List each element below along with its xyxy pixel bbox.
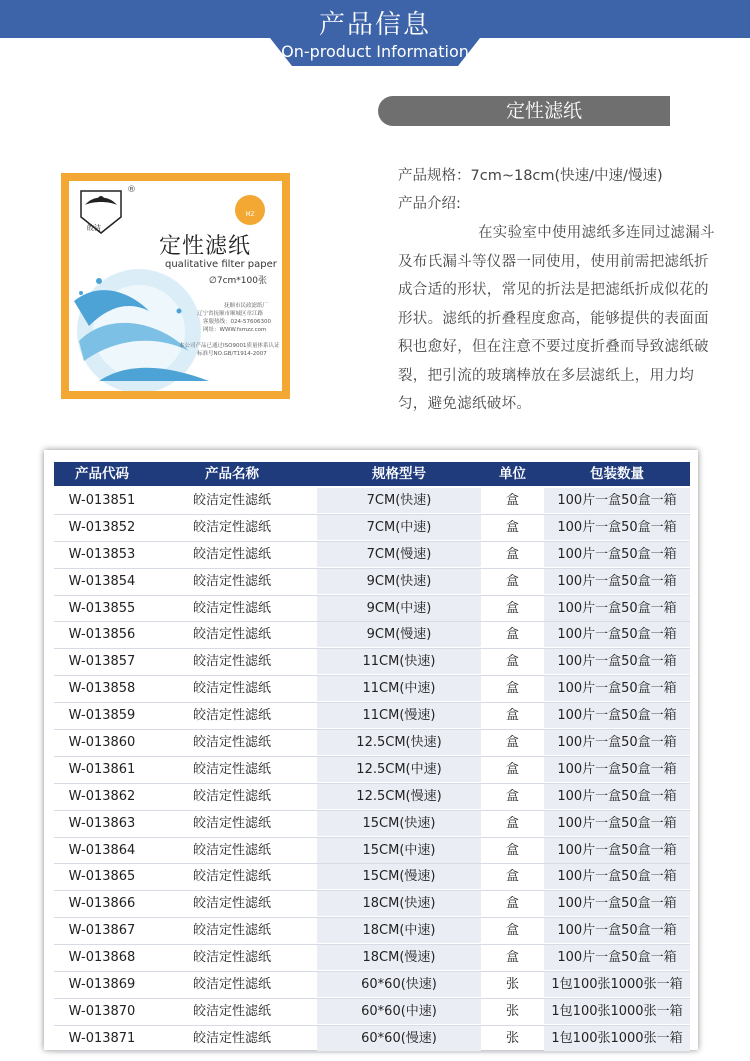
cell-pack: 100片一盒50盒一箱 [557,842,677,858]
cell-pack: 100片一盒50盒一箱 [557,681,677,697]
cell-name: 皎洁定性滤纸 [192,896,271,912]
table-row [54,649,690,676]
cell-unit: 盒 [505,546,519,562]
cert-line: 标准号NO.GB/T1914-2007 [197,351,267,357]
spec-line: 产品规格：7cm~18cm(快速/中速/慢速) [398,168,663,184]
cell-code: W-013870 [68,1003,136,1019]
cell-name: 皎洁定性滤纸 [192,654,271,670]
cell-spec: 9CM(慢速) [366,627,432,643]
cell-name: 皎洁定性滤纸 [192,788,271,804]
cell-name: 皎洁定性滤纸 [192,681,271,697]
brand-logo-icon [79,187,123,235]
cell-spec: 12.5CM(慢速) [356,788,442,804]
cell-code: W-013855 [68,600,136,616]
header-spec: 规格型号 [372,466,426,482]
table-row [54,838,690,865]
cell-unit: 盒 [505,788,519,804]
cell-pack: 100片一盒50盒一箱 [557,600,677,616]
header-name: 产品名称 [205,466,259,482]
table-row [54,864,690,891]
cell-pack: 100片一盒50盒一箱 [557,788,677,804]
cell-pack: 100片一盒50盒一箱 [557,896,677,912]
table-row [54,757,690,784]
cell-pack: 100片一盒50盒一箱 [557,546,677,562]
cell-pack: 1包100张1000张一箱 [551,977,683,993]
cell-code: W-013858 [68,681,136,697]
table-row [54,891,690,918]
table-row [54,622,690,649]
header-code: 产品代码 [75,466,129,482]
cell-pack: 1包100张1000张一箱 [551,1003,683,1019]
table-row [54,811,690,838]
cell-name: 皎洁定性滤纸 [192,519,271,535]
cell-code: W-013865 [68,869,136,885]
cell-unit: 盒 [505,654,519,670]
cell-unit: 盒 [505,573,519,589]
cell-spec: 60*60(中速) [361,1003,437,1019]
cell-unit: 盒 [505,519,519,535]
cell-unit: 盒 [505,761,519,777]
cell-pack: 100片一盒50盒一箱 [557,815,677,831]
cell-spec: 18CM(快速) [362,896,436,912]
cell-spec: 7CM(慢速) [366,546,432,562]
cell-spec: 9CM(中速) [366,600,432,616]
cell-name: 皎洁定性滤纸 [192,627,271,643]
header-banner [0,0,750,72]
cell-code: W-013859 [68,708,136,724]
table-row [54,703,690,730]
cell-spec: 11CM(中速) [362,681,436,697]
cell-pack: 100片一盒50盒一箱 [557,627,677,643]
box-spec: ∅7cm*100张 [209,276,267,286]
cell-pack: 100片一盒50盒一箱 [557,950,677,966]
cell-name: 皎洁定性滤纸 [192,708,271,724]
cell-spec: 15CM(快速) [362,815,436,831]
cell-code: W-013871 [68,1030,136,1046]
table-row [54,918,690,945]
cell-unit: 盒 [505,950,519,966]
cell-unit: 张 [505,1003,519,1019]
cell-code: W-013863 [68,815,136,831]
maker-line: 辽宁省抚顺市顺城区章江路 [197,311,264,317]
mz-badge [235,195,265,225]
cell-spec: 18CM(中速) [362,923,436,939]
cell-unit: 张 [505,1030,519,1046]
cell-name: 皎洁定性滤纸 [192,869,271,885]
cell-unit: 盒 [505,493,519,508]
cell-unit: 盒 [505,869,519,885]
cell-unit: 盒 [505,923,519,939]
product-name-pill [378,96,670,126]
cell-code: W-013854 [68,573,136,589]
cell-spec: 11CM(快速) [362,654,436,670]
header-pack: 包装数量 [590,466,644,482]
cell-spec: 11CM(慢速) [362,708,436,724]
cell-pack: 1包100张1000张一箱 [551,1030,683,1046]
table-row [54,542,690,569]
table-row [54,676,690,703]
cell-code: W-013866 [68,896,136,912]
cell-code: W-013861 [68,761,136,777]
box-english-title: qualitative filter paper [165,259,277,270]
cell-unit: 盒 [505,681,519,697]
cell-code: W-013869 [68,977,136,993]
table-row [54,1026,690,1053]
cell-spec: 12.5CM(快速) [356,735,442,751]
cell-code: W-013867 [68,923,136,939]
badge-text: MZ [245,211,255,218]
description: 在实验室中使用滤纸多连同过滤漏斗及布氏漏斗等仪器一同使用，使用前需把滤纸折成合适的形状，常见的折法是把滤纸折成似花的形状。滤纸的折叠程度愈高，能够提供的表面面积也愈好，但在注意不要过度折叠而导致滤纸破裂，把引流的玻璃棒放在多层滤纸上，用力均匀，避免滤纸破坏。 [398,225,715,412]
table-row [54,569,690,596]
maker-line: 抚顺市民政滤纸厂 [224,303,269,309]
cell-spec: 12.5CM(中速) [356,761,442,777]
cell-spec: 18CM(慢速) [362,950,436,966]
cell-name: 皎洁定性滤纸 [192,815,271,831]
cell-name: 皎洁定性滤纸 [192,1030,271,1046]
banner-subtitle: On-product Information [281,42,469,61]
cell-pack: 100片一盒50盒一箱 [557,654,677,670]
cell-code: W-013851 [68,493,136,508]
cell-unit: 盒 [505,842,519,858]
cell-name: 皎洁定性滤纸 [192,493,271,508]
cert-line: 本公司产品已通过ISO9001质量体系认证 [179,343,280,349]
intro-label: 产品介绍: [398,196,461,212]
table-row [54,488,690,515]
cell-code: W-013853 [68,546,136,562]
cell-spec: 15CM(慢速) [362,869,436,885]
cell-pack: 100片一盒50盒一箱 [557,573,677,589]
cell-code: W-013868 [68,950,136,966]
cell-spec: 60*60(快速) [361,977,437,993]
cell-pack: 100片一盒50盒一箱 [557,708,677,724]
cell-pack: 100片一盒50盒一箱 [557,519,677,535]
maker-line: 客服热线：024-57606300 [203,319,271,325]
product-box-face [69,181,282,391]
cell-name: 皎洁定性滤纸 [192,923,271,939]
cell-pack: 100片一盒50盒一箱 [557,761,677,777]
cell-unit: 盒 [505,600,519,616]
cell-unit: 张 [505,977,519,993]
table-row [54,784,690,811]
cell-name: 皎洁定性滤纸 [192,600,271,616]
table-row [54,945,690,972]
cell-unit: 盒 [505,896,519,912]
cell-name: 皎洁定性滤纸 [192,842,271,858]
cell-code: W-013864 [68,842,136,858]
table-header [54,462,690,486]
row-divider [54,1052,690,1053]
cell-code: W-013852 [68,519,136,535]
product-table [44,450,698,1050]
brand-name: 皎洁 [87,224,101,232]
cell-spec: 60*60(慢速) [361,1030,437,1046]
maker-line: 网址：WWW.fsmzz.com [203,327,267,333]
table-row [54,730,690,757]
cell-pack: 100片一盒50盒一箱 [557,869,677,885]
cell-unit: 盒 [505,627,519,643]
cell-name: 皎洁定性滤纸 [192,546,271,562]
table-row [54,972,690,999]
table-row [54,515,690,542]
banner-title: 产品信息 [318,10,431,40]
cell-unit: 盒 [505,815,519,831]
cell-code: W-013862 [68,788,136,804]
cell-spec: 7CM(快速) [366,493,432,508]
cell-pack: 100片一盒50盒一箱 [557,923,677,939]
cell-code: W-013856 [68,627,136,643]
cell-name: 皎洁定性滤纸 [192,1003,271,1019]
cell-unit: 盒 [505,735,519,751]
cell-code: W-013860 [68,735,136,751]
cell-spec: 7CM(中速) [366,519,432,535]
cell-unit: 盒 [505,708,519,724]
registered-mark: ® [127,185,136,195]
cell-spec: 9CM(快速) [366,573,432,589]
cell-spec: 15CM(中速) [362,842,436,858]
cell-name: 皎洁定性滤纸 [192,950,271,966]
header-unit: 单位 [499,466,526,482]
box-title: 定性滤纸 [159,234,252,259]
product-image [61,173,290,399]
cell-name: 皎洁定性滤纸 [192,735,271,751]
cell-pack: 100片一盒50盒一箱 [557,735,677,751]
table-row [54,596,690,623]
cell-name: 皎洁定性滤纸 [192,977,271,993]
table-row [54,999,690,1026]
table-body [54,488,690,1053]
cell-name: 皎洁定性滤纸 [192,573,271,589]
cell-pack: 100片一盒50盒一箱 [557,493,677,508]
cell-name: 皎洁定性滤纸 [192,761,271,777]
cell-code: W-013857 [68,654,136,670]
product-name: 定性滤纸 [505,100,582,122]
